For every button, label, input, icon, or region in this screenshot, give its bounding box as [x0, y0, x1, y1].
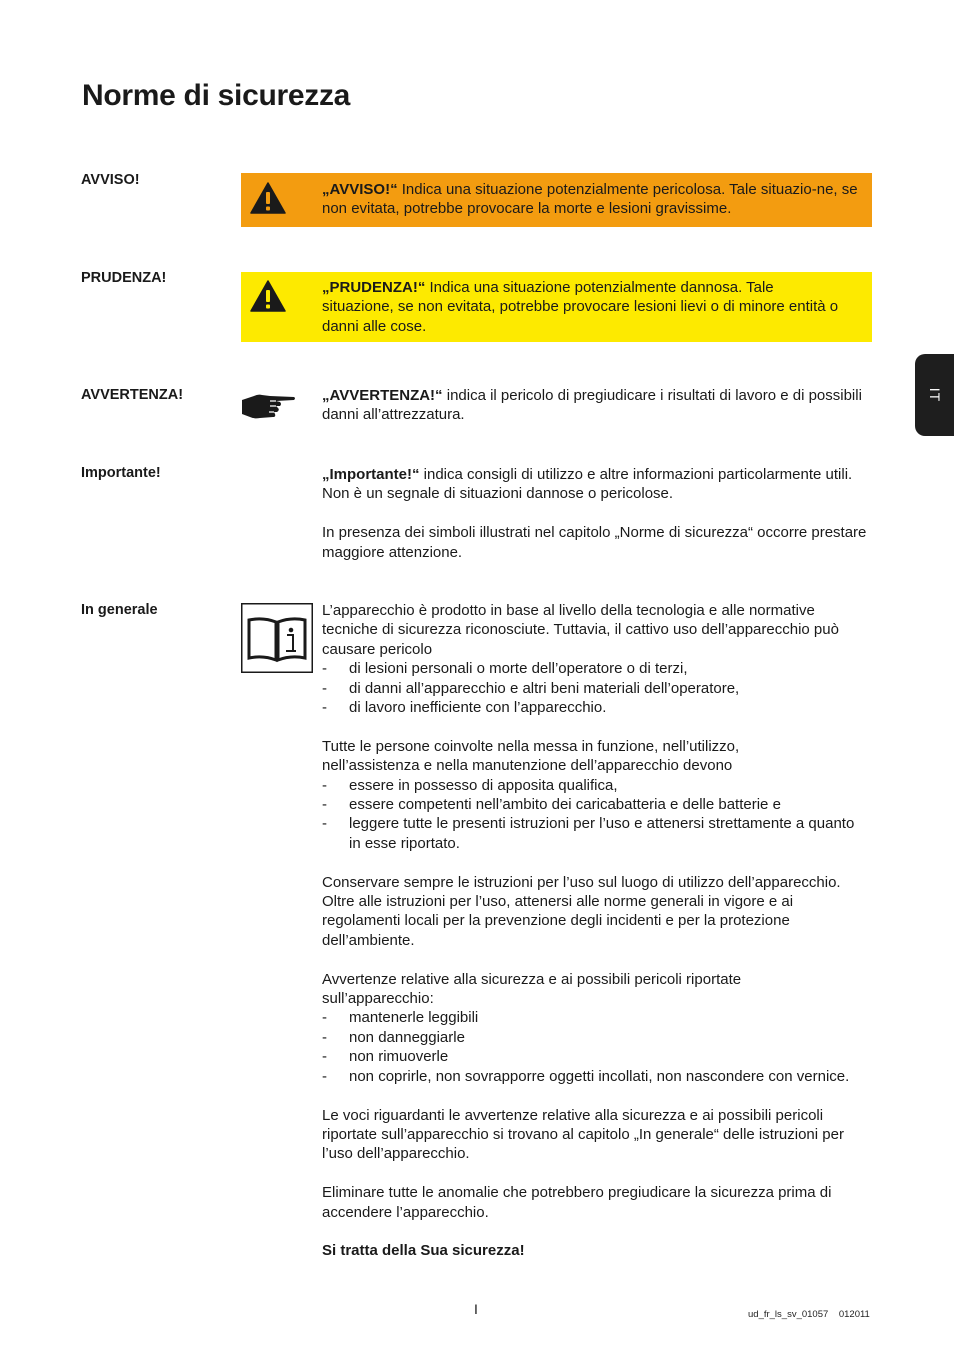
importante-text-block [322, 465, 870, 562]
list-item-text: mantenerle leggibili [349, 1009, 479, 1027]
document-code: ud_fr_ls_sv_01057 012011 [748, 1309, 870, 1320]
list-item: - essere in possesso di apposita qualifica, [322, 776, 618, 794]
importante-description: indica consigli di utilizzo e altre informazioni particolarmente utili. Non è un segnale di situazioni dannose o pericolose. [322, 466, 853, 503]
page-number: I [474, 1301, 478, 1317]
avvertenza-label: AVVERTENZA! [81, 387, 184, 403]
importante-label: Importante! [81, 465, 161, 481]
avviso-text [322, 180, 870, 219]
list-item: - di danni all’apparecchio e altri beni materiali dell’operatore, [322, 679, 740, 697]
list-item: - di lesioni personali o morte dell’operatore o di terzi, [322, 660, 688, 678]
prudenza-keyword: „PRUDENZA!“ [322, 279, 426, 296]
list-item-text: di danni all’apparecchio e altri beni materiali dell’operatore, [349, 679, 740, 697]
generale-keep: Conservare sempre le istruzioni per l’uso sul luogo di utilizzo dell’apparecchio. Oltre alle istruzioni per l’uso, attenersi alle norme generali in vigore e ai regolamenti locali per la prevenzione degli incidenti e per la protezione dell’ambiente. [322, 873, 841, 949]
generale-chapter-ref: Le voci riguardanti le avvertenze relative alla sicurezza e ai possibili pericoli riportate sull’apparecchio si trovano al capitolo „In generale“ delle istruzioni per l’uso dell’apparecchio. [322, 1106, 844, 1163]
language-tab [915, 354, 954, 436]
avvertenza-text [322, 386, 870, 425]
list-item-text: di lavoro inefficiente con l’apparecchio. [349, 699, 607, 717]
language-tab-label: IT [926, 387, 943, 403]
generale-warnings: Avvertenze relative alla sicurezza e ai possibili pericoli riportate sull’apparecchio: [322, 970, 742, 1008]
list-item: - essere competenti nell’ambito dei caricabatteria e delle batterie e [322, 796, 781, 814]
list-item-text: leggere tutte le presenti istruzioni per l’uso e attenersi strettamente a quanto in esse riportato. [349, 815, 855, 852]
avvertenza-keyword: „AVVERTENZA!“ [322, 387, 443, 404]
avviso-description: Indica una situazione potenzialmente pericolosa. Tale situazio-ne, se non evitata, potrebbe provocare la morte e lesioni gravissime. [322, 181, 858, 218]
list-item: - non coprirle, non sovrapporre oggetti incollati, non nascondere con vernice. [322, 1067, 850, 1085]
avviso-label: AVVISO! [81, 172, 140, 188]
generale-intro: L’apparecchio è prodotto in base al livello della tecnologia e alle normative tecniche di sicurezza riconosciute. Tuttavia, il cattivo uso dell’apparecchio può causare pericolo [322, 602, 839, 658]
list-item-text: di lesioni personali o morte dell’operatore o di terzi, [349, 660, 688, 678]
list-item-text: non danneggiarle [349, 1028, 465, 1046]
warning-triangle-icon [250, 182, 286, 214]
list-item: - di lavoro inefficiente con l’apparecchio. [322, 699, 607, 717]
list-item-text: non coprirle, non sovrapporre oggetti incollati, non nascondere con vernice. [349, 1067, 850, 1085]
warning-triangle-icon [250, 280, 286, 312]
importante-keyword: „Importante!“ [322, 466, 420, 483]
importante-text [322, 465, 870, 504]
generale-eliminate: Eliminare tutte le anomalie che potrebbero pregiudicare la sicurezza prima di accendere l’apparecchio. [322, 1184, 832, 1221]
generale-text-block [322, 601, 870, 1261]
list-item: - non danneggiarle [322, 1028, 465, 1046]
prudenza-description: Indica una situazione potenzialmente dannosa. Tale situazione, se non evitata, potrebbe provocare lesioni lievi o di minore entità o danni alle cose. [322, 279, 839, 335]
generale-closing: Si tratta della Sua sicurezza! [322, 1242, 525, 1260]
avviso-keyword: „AVVISO!“ [322, 181, 398, 198]
list-item-text: essere competenti nell’ambito dei caricabatteria e delle batterie e [349, 796, 781, 814]
generale-persons: Tutte le persone coinvolte nella messa in funzione, nell’utilizzo, nell’assistenza e nella manutenzione dell’apparecchio devono [322, 737, 740, 775]
list-item: - mantenerle leggibili [322, 1009, 479, 1027]
list-item-text: essere in possesso di apposita qualifica, [349, 776, 618, 794]
manual-info-book-icon [241, 603, 313, 673]
list-item: - non rimuoverle [322, 1048, 449, 1066]
prudenza-label: PRUDENZA! [81, 270, 167, 286]
list-item: - leggere tutte le presenti istruzioni per l’uso e attenersi strettamente a quanto in esse riportato. [322, 815, 855, 852]
pointing-hand-icon [240, 390, 296, 424]
generale-label: In generale [81, 602, 158, 618]
importante-extra: In presenza dei simboli illustrati nel capitolo „Norme di sicurezza“ occorre prestare maggiore attenzione. [322, 524, 867, 561]
list-item-text: non rimuoverle [349, 1048, 449, 1066]
page-title: Norme di sicurezza [82, 79, 351, 112]
prudenza-text [322, 278, 842, 336]
avvertenza-description: indica il pericolo di pregiudicare i risultati di lavoro e di possibili danni all’attrezzatura. [322, 387, 862, 424]
